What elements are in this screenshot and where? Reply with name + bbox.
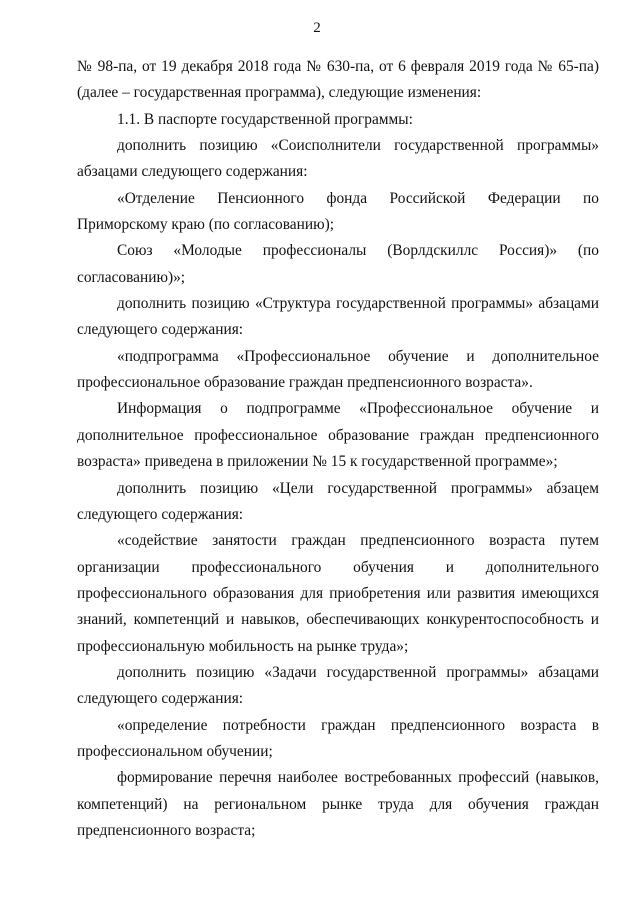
paragraph-pension-fund: «Отделение Пенсионного фонда Российской Федерации по Приморскому краю (по согласованию); xyxy=(77,189,599,234)
paragraph-subprogram-info: Информация о подпрограмме «Профессиональное обучение и дополнительное профессиональное образование граждан предпенсионного возраста» приведена в приложении № 15 к государственной программе»; xyxy=(77,400,599,471)
paragraph-worldskills: Союз «Молодые профессионалы (Ворлдскиллс Россия)» (по согласованию)»; xyxy=(77,242,599,286)
paragraph-employment-goal: «содействие занятости граждан предпенсионного возраста путем организации профессионального обучения и дополнительного профессионального образования для приобретения или развития имеющихся знаний, компетенций и навыков, обеспечивающих конкурентоспособность и профессиональную мобильность на рынке труда»; xyxy=(77,532,599,655)
paragraph-continuation: № 98-па, от 19 декабря 2018 года № 630-па, от 6 февраля 2019 года № 65-па) (далее – государственная программа), следующие изменения: xyxy=(77,58,599,102)
paragraph-coexecutors-intro: дополнить позицию «Соисполнители государственной программы» абзацами следующего содержания: xyxy=(77,137,599,181)
paragraph-tasks-intro: дополнить позицию «Задачи государственной программы» абзацами следующего содержания: xyxy=(77,663,599,708)
paragraph-task-needs: «определение потребности граждан предпенсионного возраста в профессиональном обучении; xyxy=(77,716,599,760)
paragraph-task-professions: формирование перечня наиболее востребованных профессий (навыков, компетенций) на региональном рынке труда для обучения граждан предпенсионного возраста; xyxy=(77,769,599,839)
paragraph-subprogram: «подпрограмма «Профессиональное обучение и дополнительное профессиональное образование граждан предпенсионного возраста». xyxy=(77,347,599,392)
paragraph-goals-intro: дополнить позицию «Цели государственной программы» абзацем следующего содержания: xyxy=(77,479,599,523)
paragraph-passport-heading: 1.1. В паспорте государственной программы: xyxy=(117,110,413,128)
document-body xyxy=(77,54,599,844)
page-number: 2 xyxy=(313,20,321,36)
paragraph-structure-intro: дополнить позицию «Структура государственной программы» абзацами следующего содержания: xyxy=(77,295,599,339)
